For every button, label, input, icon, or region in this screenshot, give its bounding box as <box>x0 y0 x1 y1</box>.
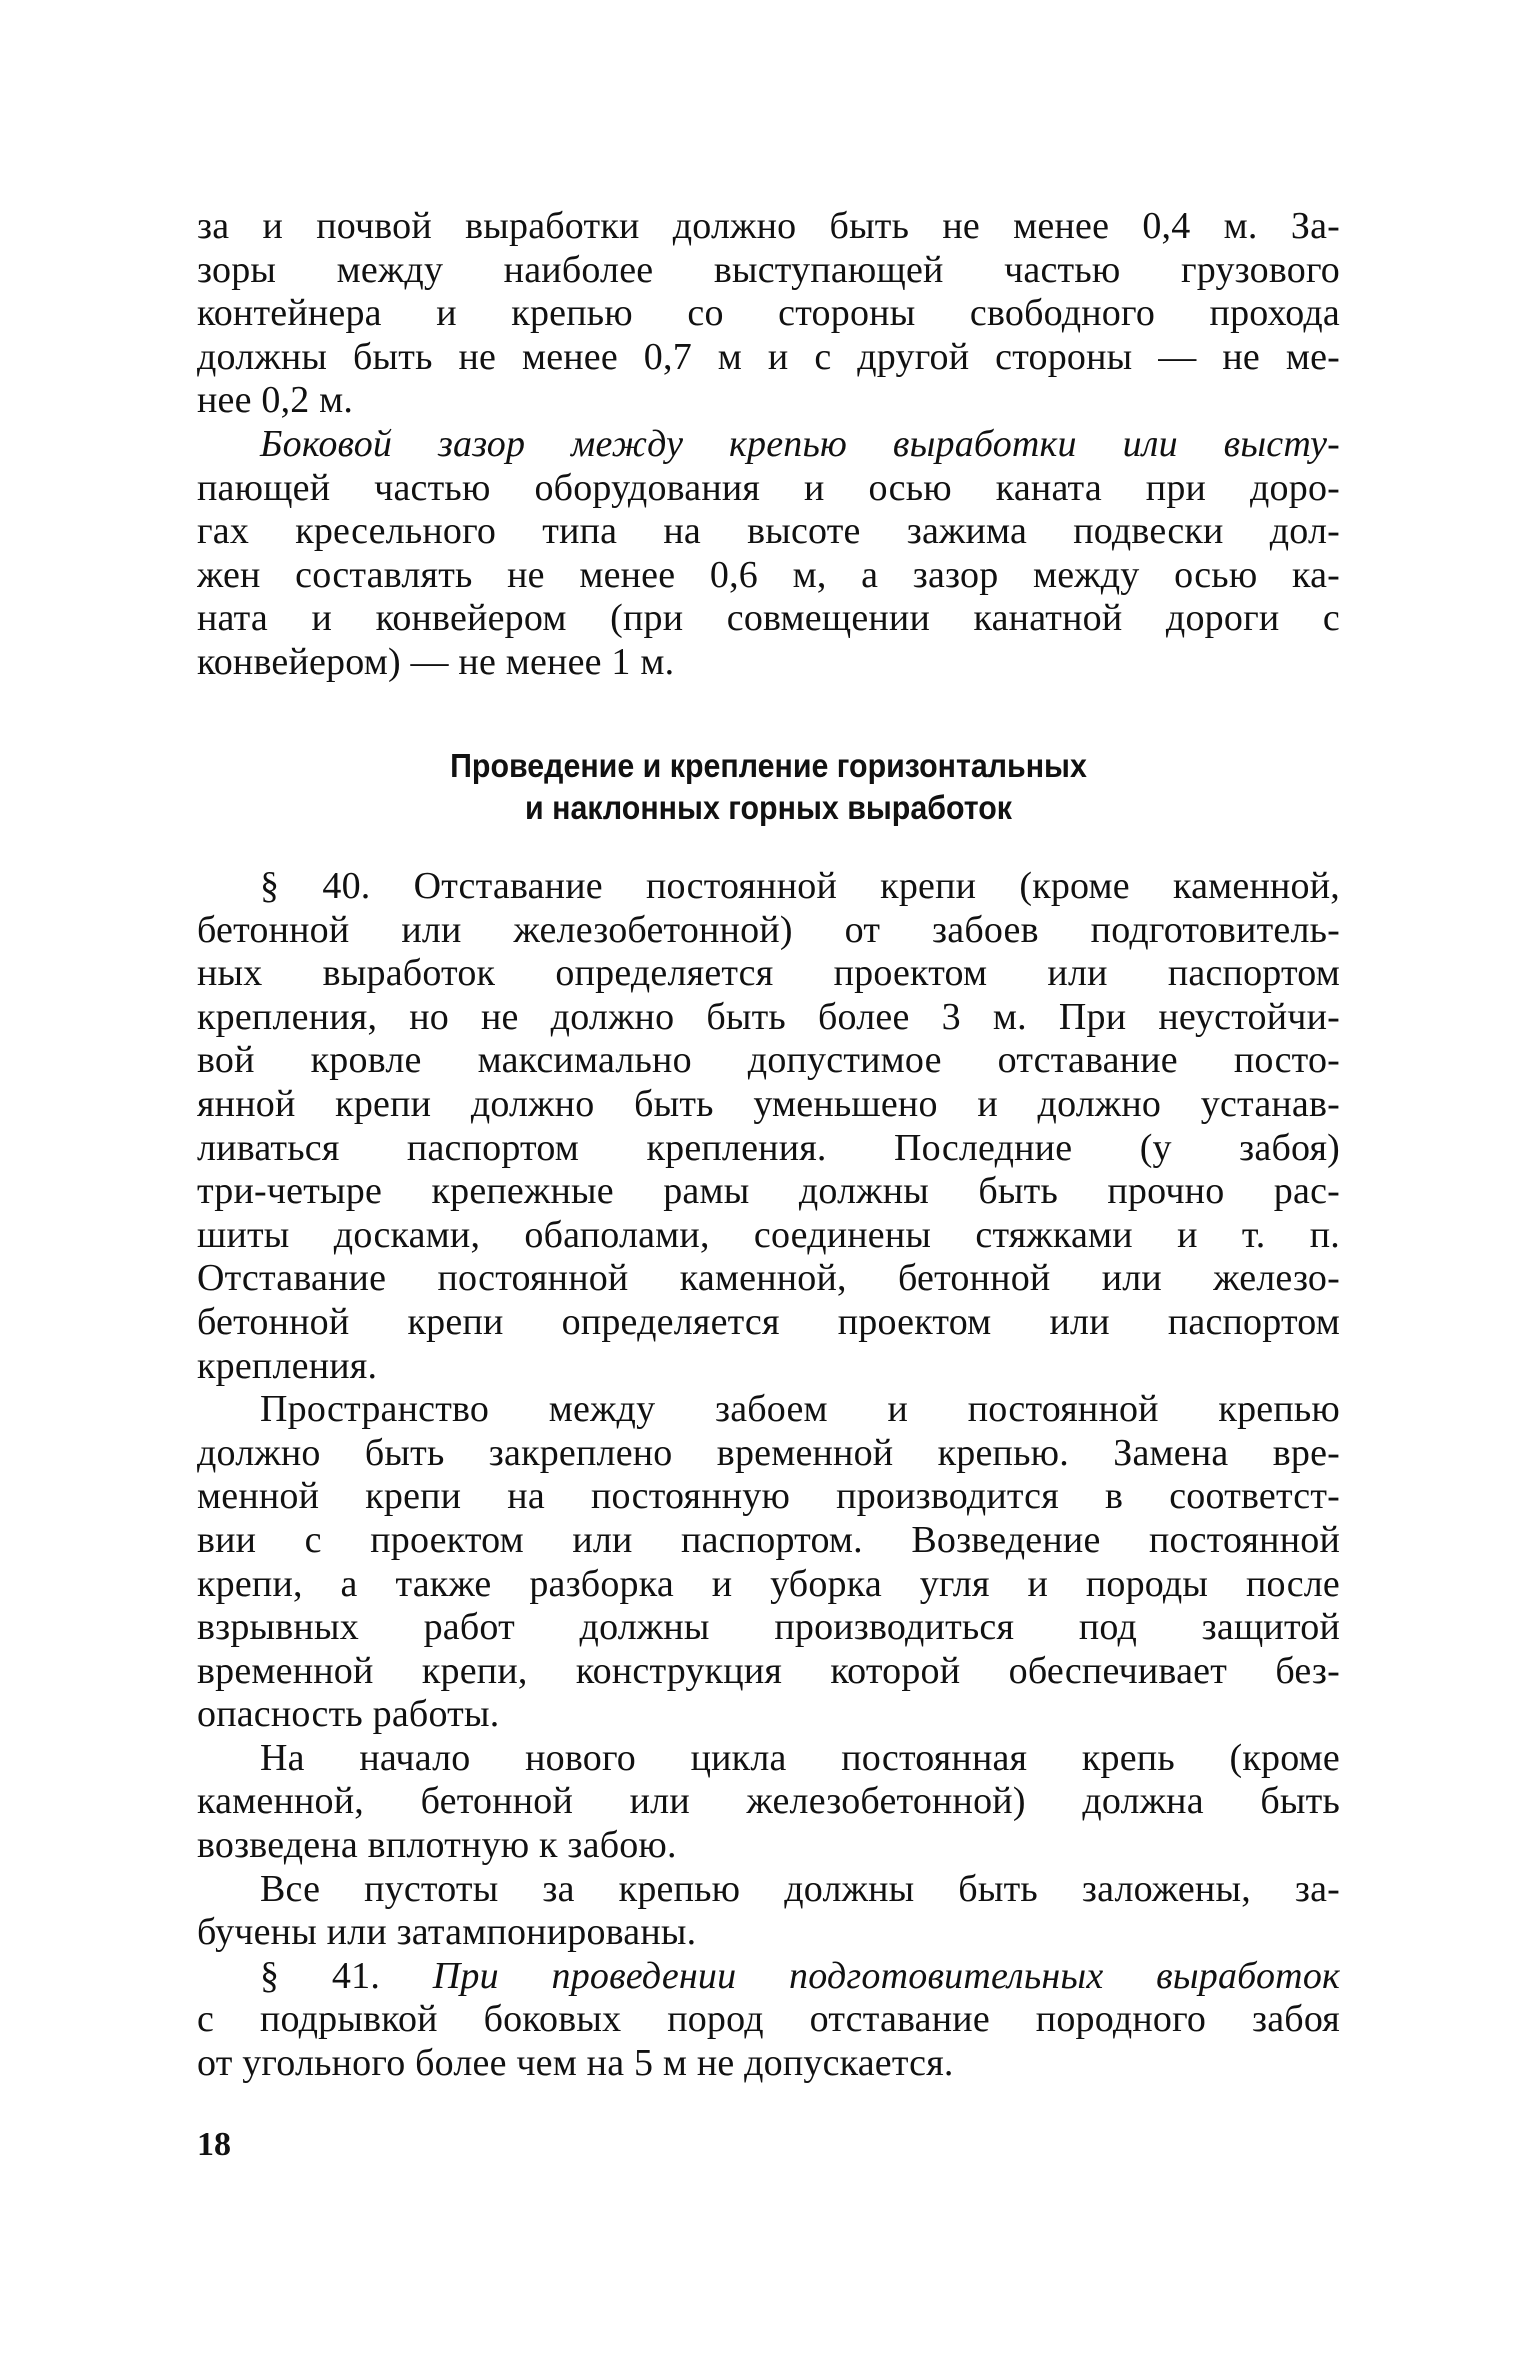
paragraph <box>197 423 1340 685</box>
text-run: менной крепи на постоянную производится в соответст- <box>197 1475 1340 1518</box>
text-run: конвейером) — не менее 1 м. <box>197 640 675 683</box>
text-run: от угольного более чем на 5 м не допускается. <box>197 2042 954 2085</box>
text-line <box>197 2042 1340 2086</box>
text-run: должны быть не менее 0,7 м и с другой стороны — не ме- <box>197 335 1340 378</box>
text-line <box>197 1737 1340 1781</box>
text-line <box>197 379 1340 423</box>
text-line <box>197 1563 1340 1607</box>
text-line <box>197 1693 1340 1737</box>
text-line <box>197 1214 1340 1258</box>
text-line <box>197 1475 1340 1519</box>
text-run: ната и конвейером (при совмещении канатной дороги с <box>197 597 1340 640</box>
text-run: ливаться паспортом крепления. Последние (у забоя) <box>197 1126 1340 1169</box>
text-line <box>197 510 1340 554</box>
text-run: зоры между наиболее выступающей частью грузового <box>197 248 1340 291</box>
text-line <box>197 1301 1340 1345</box>
text-line <box>197 1432 1340 1476</box>
text-run: нее 0,2 м. <box>197 379 354 422</box>
text-run: жен составлять не менее 0,6 м, а зазор между осью ка- <box>197 553 1340 596</box>
text-line <box>197 554 1340 598</box>
text-line <box>197 1780 1340 1824</box>
text-block-main <box>197 865 1340 2086</box>
text-run: бетонной крепи определяется проектом или паспортом <box>197 1300 1340 1343</box>
text-line <box>197 1868 1340 1912</box>
text-line <box>197 1039 1340 1083</box>
text-run: § 40. Отставание постоянной крепи (кроме каменной, <box>260 865 1340 907</box>
paragraph <box>197 1955 1340 2086</box>
text-run: Пространство между забоем и постоянной крепью <box>260 1388 1340 1431</box>
text-run: пающей частью оборудования и осью каната при доро- <box>197 466 1340 509</box>
text-run: временной крепи, конструкция которой обеспечивает без- <box>197 1649 1340 1692</box>
text-line <box>197 467 1340 511</box>
text-line <box>197 423 1340 467</box>
text-run: гах кресельного типа на высоте зажима подвески дол- <box>197 510 1340 553</box>
text-line <box>197 1955 1340 1999</box>
text-line <box>197 292 1340 336</box>
text-run: вии с проектом или паспортом. Возведение постоянной <box>197 1518 1340 1561</box>
text-line <box>197 336 1340 380</box>
text-line <box>197 1650 1340 1694</box>
text-run: крепи, а также разборка и уборка угля и породы после <box>197 1562 1340 1605</box>
text-run: крепления. <box>197 1344 378 1387</box>
text-run: опасность работы. <box>197 1693 500 1736</box>
text-line <box>197 1083 1340 1127</box>
text-run: контейнера и крепью со стороны свободного прохода <box>197 292 1340 335</box>
text-line <box>197 952 1340 996</box>
text-run: § 41. <box>260 1954 433 1997</box>
text-line <box>197 249 1340 293</box>
text-line <box>197 1606 1340 1650</box>
text-line <box>197 1911 1340 1955</box>
text-line <box>197 205 1340 249</box>
text-run: крепления, но не должно быть более 3 м. При неустойчи- <box>197 995 1340 1038</box>
italic-run: При проведении подготовительных выработок <box>432 1954 1340 1997</box>
paragraph <box>197 1737 1340 1868</box>
text-block-top <box>197 205 1340 685</box>
text-line <box>197 1257 1340 1301</box>
text-line <box>197 996 1340 1040</box>
text-run: бучены или затампонированы. <box>197 1911 697 1954</box>
heading-line-1: Проведение и крепление горизонтальных <box>450 747 1087 784</box>
text-run: шиты досками, обаполами, соединены стяжками и т. п. <box>197 1213 1340 1256</box>
text-run: каменной, бетонной или железобетонной) должна быть <box>197 1780 1340 1823</box>
paragraph <box>197 1868 1340 1955</box>
text-line <box>197 1170 1340 1214</box>
text-run: за и почвой выработки должно быть не менее 0,4 м. За- <box>197 205 1340 247</box>
text-run: Все пустоты за крепью должны быть заложены, за- <box>260 1867 1340 1910</box>
heading-line-2: и наклонных горных выработок <box>525 789 1012 826</box>
text-run: должно быть закреплено временной крепью. Замена вре- <box>197 1431 1340 1474</box>
text-run: янной крепи должно быть уменьшено и должно устанав- <box>197 1082 1340 1125</box>
text-run: На начало нового цикла постоянная крепь (кроме <box>260 1736 1340 1779</box>
text-line <box>197 1127 1340 1171</box>
text-line <box>197 597 1340 641</box>
paragraph <box>197 865 1340 1388</box>
text-run: три-четыре крепежные рамы должны быть прочно рас- <box>197 1170 1340 1213</box>
text-run: взрывных работ должны производиться под защитой <box>197 1606 1340 1649</box>
text-line <box>197 909 1340 953</box>
paragraph <box>197 1388 1340 1737</box>
text-run: ных выработок определяется проектом или паспортом <box>197 952 1340 995</box>
text-line <box>197 1388 1340 1432</box>
text-line <box>197 1998 1340 2042</box>
text-line <box>197 865 1340 909</box>
text-line <box>197 1345 1340 1389</box>
text-line <box>197 1824 1340 1868</box>
italic-run: Боковой зазор между крепью выработки или высту- <box>260 422 1340 465</box>
page-number: 18 <box>197 2126 231 2163</box>
text-run: с подрывкой боковых пород отставание породного забоя <box>197 1998 1340 2041</box>
text-run: вой кровле максимально допустимое отставание посто- <box>197 1039 1340 1082</box>
text-line <box>197 1519 1340 1563</box>
paragraph <box>197 205 1340 423</box>
text-run: бетонной или железобетонной) от забоев подготовитель- <box>197 908 1340 951</box>
text-run: Отставание постоянной каменной, бетонной или железо- <box>197 1257 1340 1300</box>
section-heading <box>243 745 1295 829</box>
text-line <box>197 641 1340 685</box>
text-run: возведена вплотную к забою. <box>197 1824 677 1867</box>
